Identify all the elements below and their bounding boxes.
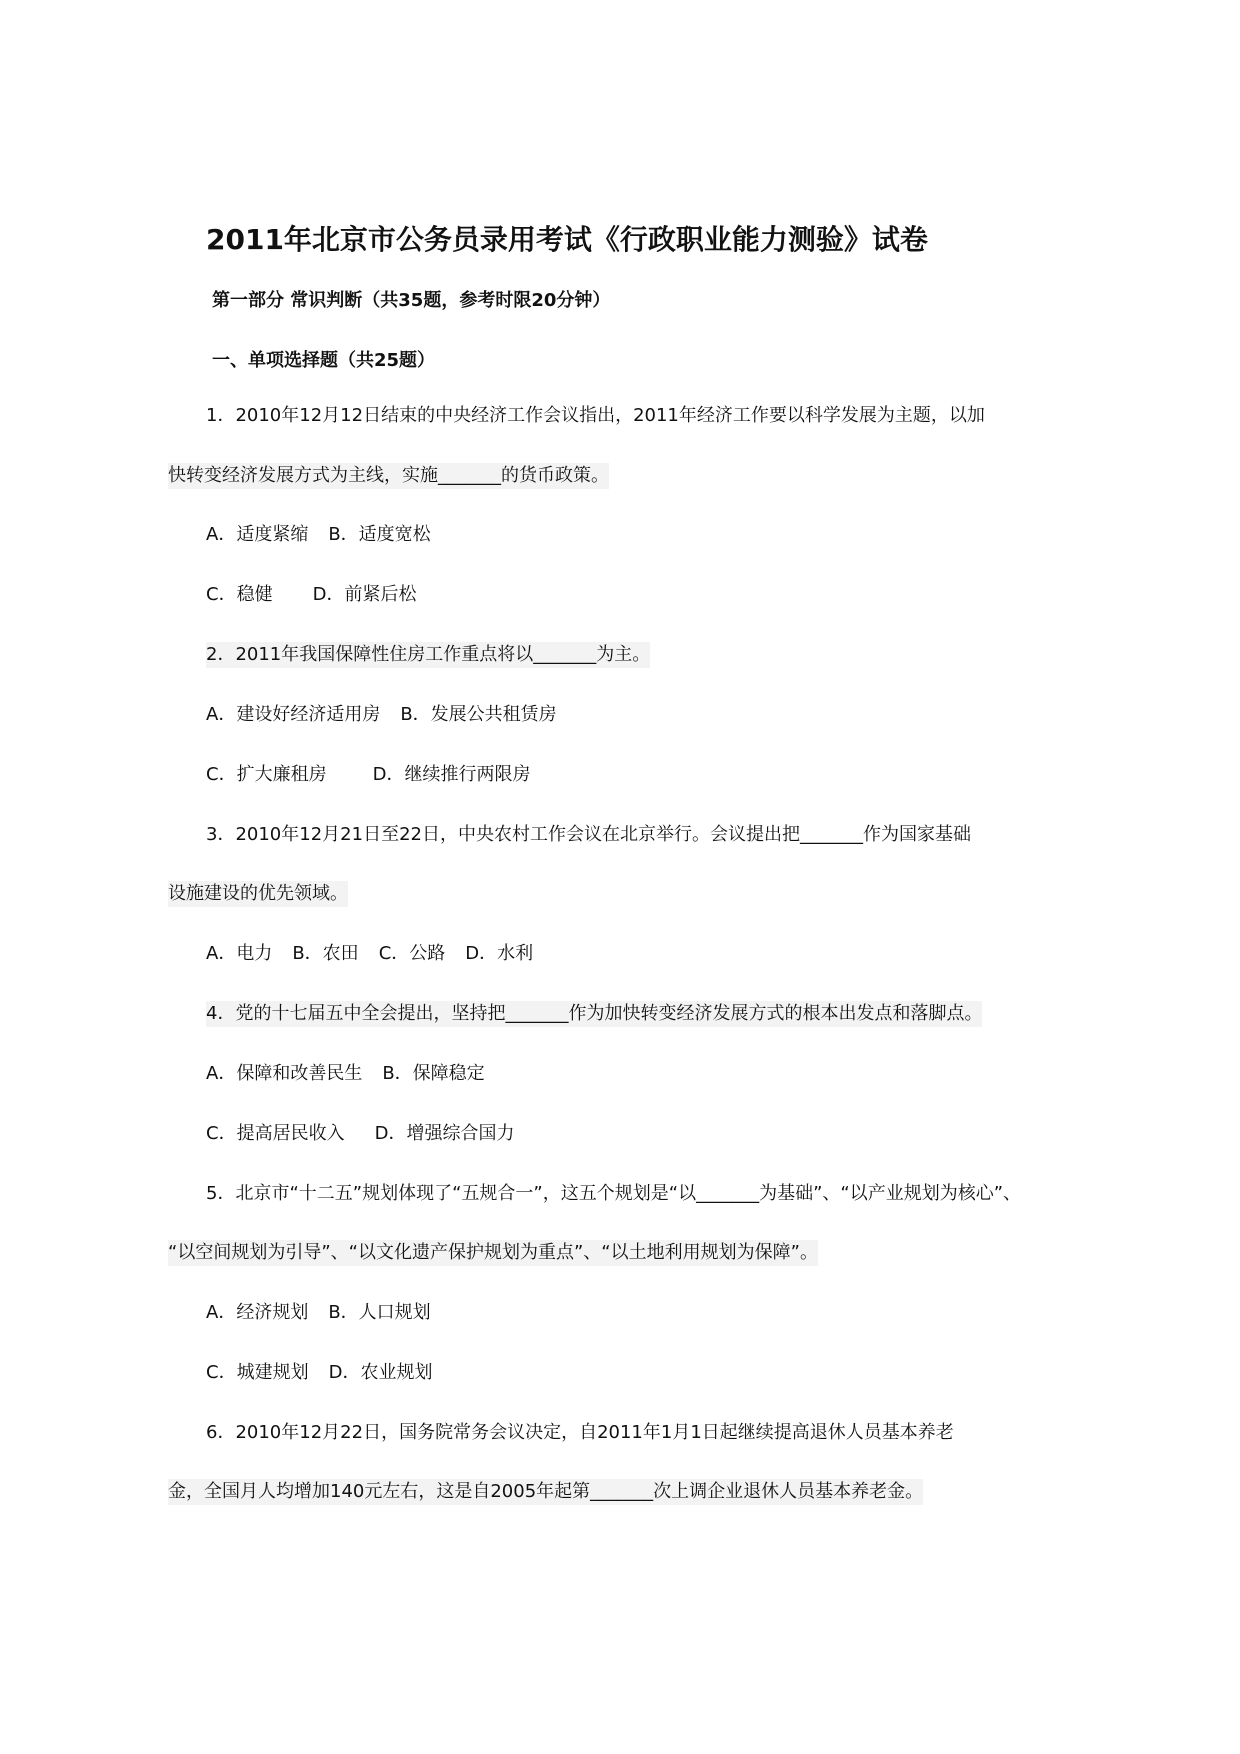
option-d: D．继续推行两限房 <box>372 764 531 785</box>
question-3-line-1: 3．2010年12月21日至22日，中央农村工作会议在北京举行。会议提出把_______作为国家基础 <box>206 824 971 845</box>
option-b: B．农田 <box>292 943 359 964</box>
option-d: D．增强综合国力 <box>374 1123 515 1144</box>
question-5-line-2: “以空间规划为引导”、“以文化遗产保护规划为重点”、“以土地利用规划为保障”。 <box>168 1240 818 1266</box>
option-a: A．保障和改善民生 <box>206 1063 363 1084</box>
question-6-line-1: 6．2010年12月22日，国务院常务会议决定，自2011年1月1日起继续提高退休人员基本养老 <box>206 1422 954 1443</box>
option-d: D．农业规划 <box>328 1362 433 1383</box>
option-b: B．人口规划 <box>328 1302 431 1323</box>
question-6-line-2: 金，全国月人均增加140元左右，这是自2005年起第_______次上调企业退休人员基本养老金。 <box>168 1479 923 1505</box>
question-1-options-row-1 <box>206 522 431 548</box>
question-4-line-1: 4．党的十七届五中全会提出，坚持把_______作为加快转变经济发展方式的根本出发点和落脚点。 <box>206 1001 982 1027</box>
option-c: C．稳健 <box>206 584 273 605</box>
subsection-heading: 一、单项选择题（共25题） <box>212 350 436 371</box>
option-b: B．保障稳定 <box>382 1063 485 1084</box>
option-d: D．水利 <box>465 943 534 964</box>
question-5-options-row-1 <box>206 1300 431 1326</box>
question-2-options-row-1 <box>206 702 557 728</box>
option-b: B．适度宽松 <box>328 524 431 545</box>
question-3-line-2: 设施建设的优先领域。 <box>168 881 348 907</box>
option-a: A．电力 <box>206 943 273 964</box>
question-2-options-row-2 <box>206 762 530 788</box>
option-c: C．公路 <box>378 943 446 964</box>
exam-title: 2011年北京市公务员录用考试《行政职业能力测验》试卷 <box>206 223 928 256</box>
question-4-options-row-1 <box>206 1061 485 1087</box>
option-c: C．提高居民收入 <box>206 1123 345 1144</box>
section-heading: 第一部分 常识判断（共35题，参考时限20分钟） <box>212 290 611 311</box>
option-a: A．经济规划 <box>206 1302 309 1323</box>
question-1-options-row-2 <box>206 582 416 608</box>
option-c: C．扩大廉租房 <box>206 764 327 785</box>
question-4-options-row-2 <box>206 1121 514 1147</box>
option-d: D．前紧后松 <box>312 584 417 605</box>
option-a: A．适度紧缩 <box>206 524 309 545</box>
option-a: A．建设好经济适用房 <box>206 704 381 725</box>
question-1-line-2: 快转变经济发展方式为主线，实施_______的货币政策。 <box>168 463 609 489</box>
question-5-options-row-2 <box>206 1360 432 1386</box>
question-5-line-1: 5．北京市“十二五”规划体现了“五规合一”，这五个规划是“以_______为基础”、“以产业规划为核心”、 <box>206 1183 1022 1204</box>
question-3-options-row-1 <box>206 941 533 967</box>
question-2-line-1: 2．2011年我国保障性住房工作重点将以_______为主。 <box>206 642 650 668</box>
question-1-line-1: 1．2010年12月12日结束的中央经济工作会议指出，2011年经济工作要以科学发展为主题，以加 <box>206 405 985 426</box>
option-b: B．发展公共租赁房 <box>400 704 557 725</box>
option-c: C．城建规划 <box>206 1362 309 1383</box>
